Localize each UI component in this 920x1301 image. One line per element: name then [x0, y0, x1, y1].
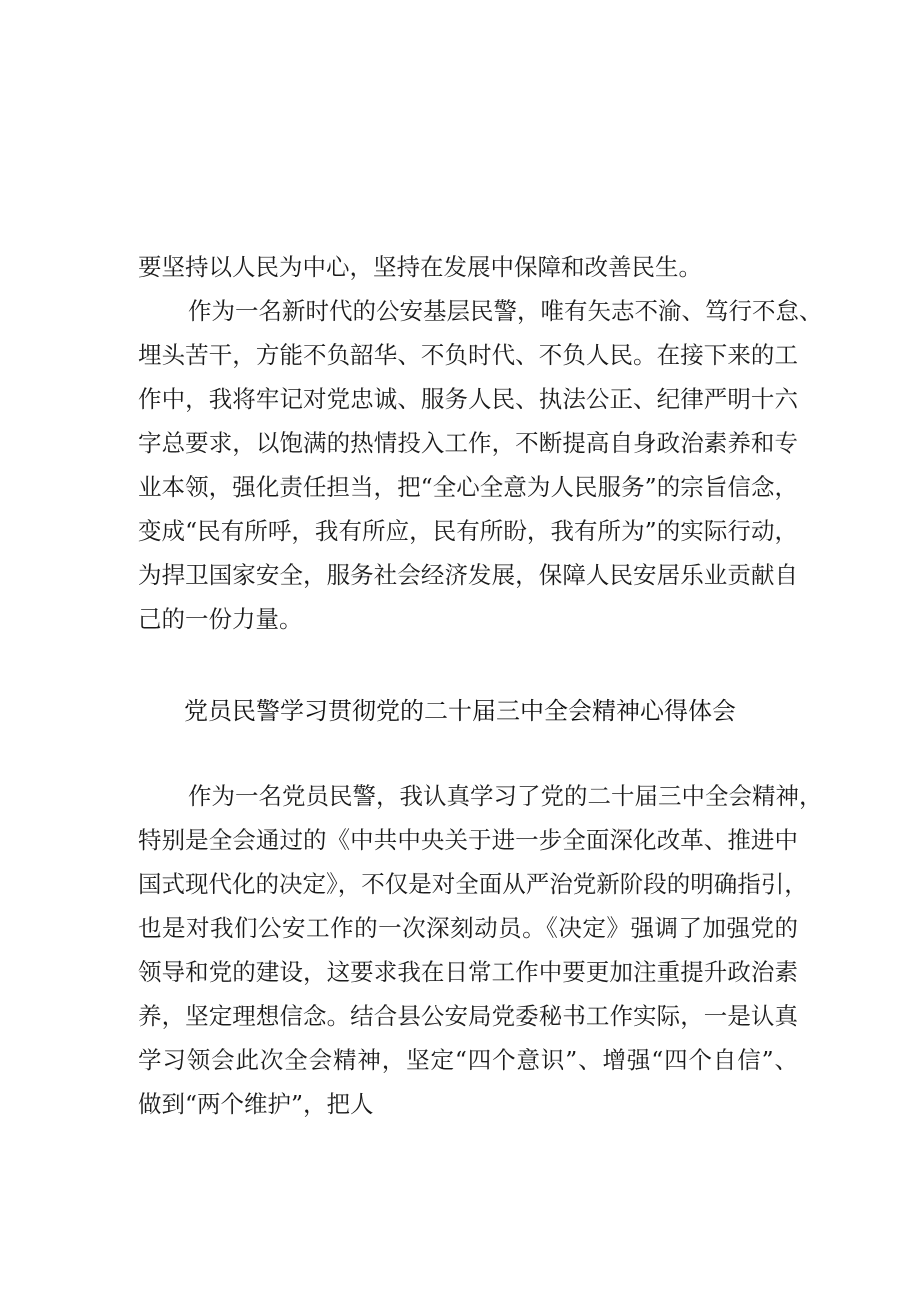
- paragraph-line: 作为一名新时代的公安基层民警，唯有矢志不渝、笃行不怠、: [188, 297, 823, 325]
- paragraph-line: 养，坚定理想信念。结合县公安局党委秘书工作实际，一是认真: [138, 1002, 798, 1030]
- paragraph-line: 字总要求，以饱满的热情投入工作，不断提高自身政治素养和专: [138, 429, 798, 457]
- paragraph-line: 领导和党的建设，这要求我在日常工作中要更加注重提升政治素: [138, 958, 798, 986]
- paragraph-line: 也是对我们公安工作的一次深刻动员。《决定》强调了加强党的: [138, 914, 798, 942]
- paragraph-line: 变成“民有所呼，我有所应，民有所盼，我有所为”的实际行动，: [138, 517, 798, 545]
- paragraph-line: 为捍卫国家安全，服务社会经济发展，保障人民安居乐业贡献自: [138, 561, 798, 589]
- article-title: 党员民警学习贯彻党的二十届三中全会精神心得体会: [184, 697, 736, 725]
- paragraph-line: 作中，我将牢记对党忠诚、服务人民、执法公正、纪律严明十六: [138, 385, 798, 413]
- paragraph-line: 特别是全会通过的《中共中央关于进一步全面深化改革、推进中: [138, 826, 798, 854]
- paragraph-line: 做到“两个维护”，把人: [138, 1090, 374, 1118]
- paragraph-line: 作为一名党员民警，我认真学习了党的二十届三中全会精神，: [188, 782, 823, 810]
- paragraph-line: 业本领，强化责任担当，把“全心全意为人民服务”的宗旨信念，: [138, 473, 798, 501]
- paragraph-line: 己的一份力量。: [138, 605, 303, 633]
- paragraph-line: 国式现代化的决定》，不仅是对全面从严治党新阶段的明确指引，: [138, 870, 808, 898]
- paragraph-line: 埋头苦干，方能不负韶华、不负时代、不负人民。在接下来的工: [138, 341, 798, 369]
- paragraph-line: 要坚持以人民为中心，坚持在发展中保障和改善民生。: [138, 253, 702, 281]
- paragraph-line: 学习领会此次全会精神，坚定“四个意识”、增强“四个自信”、: [138, 1046, 798, 1074]
